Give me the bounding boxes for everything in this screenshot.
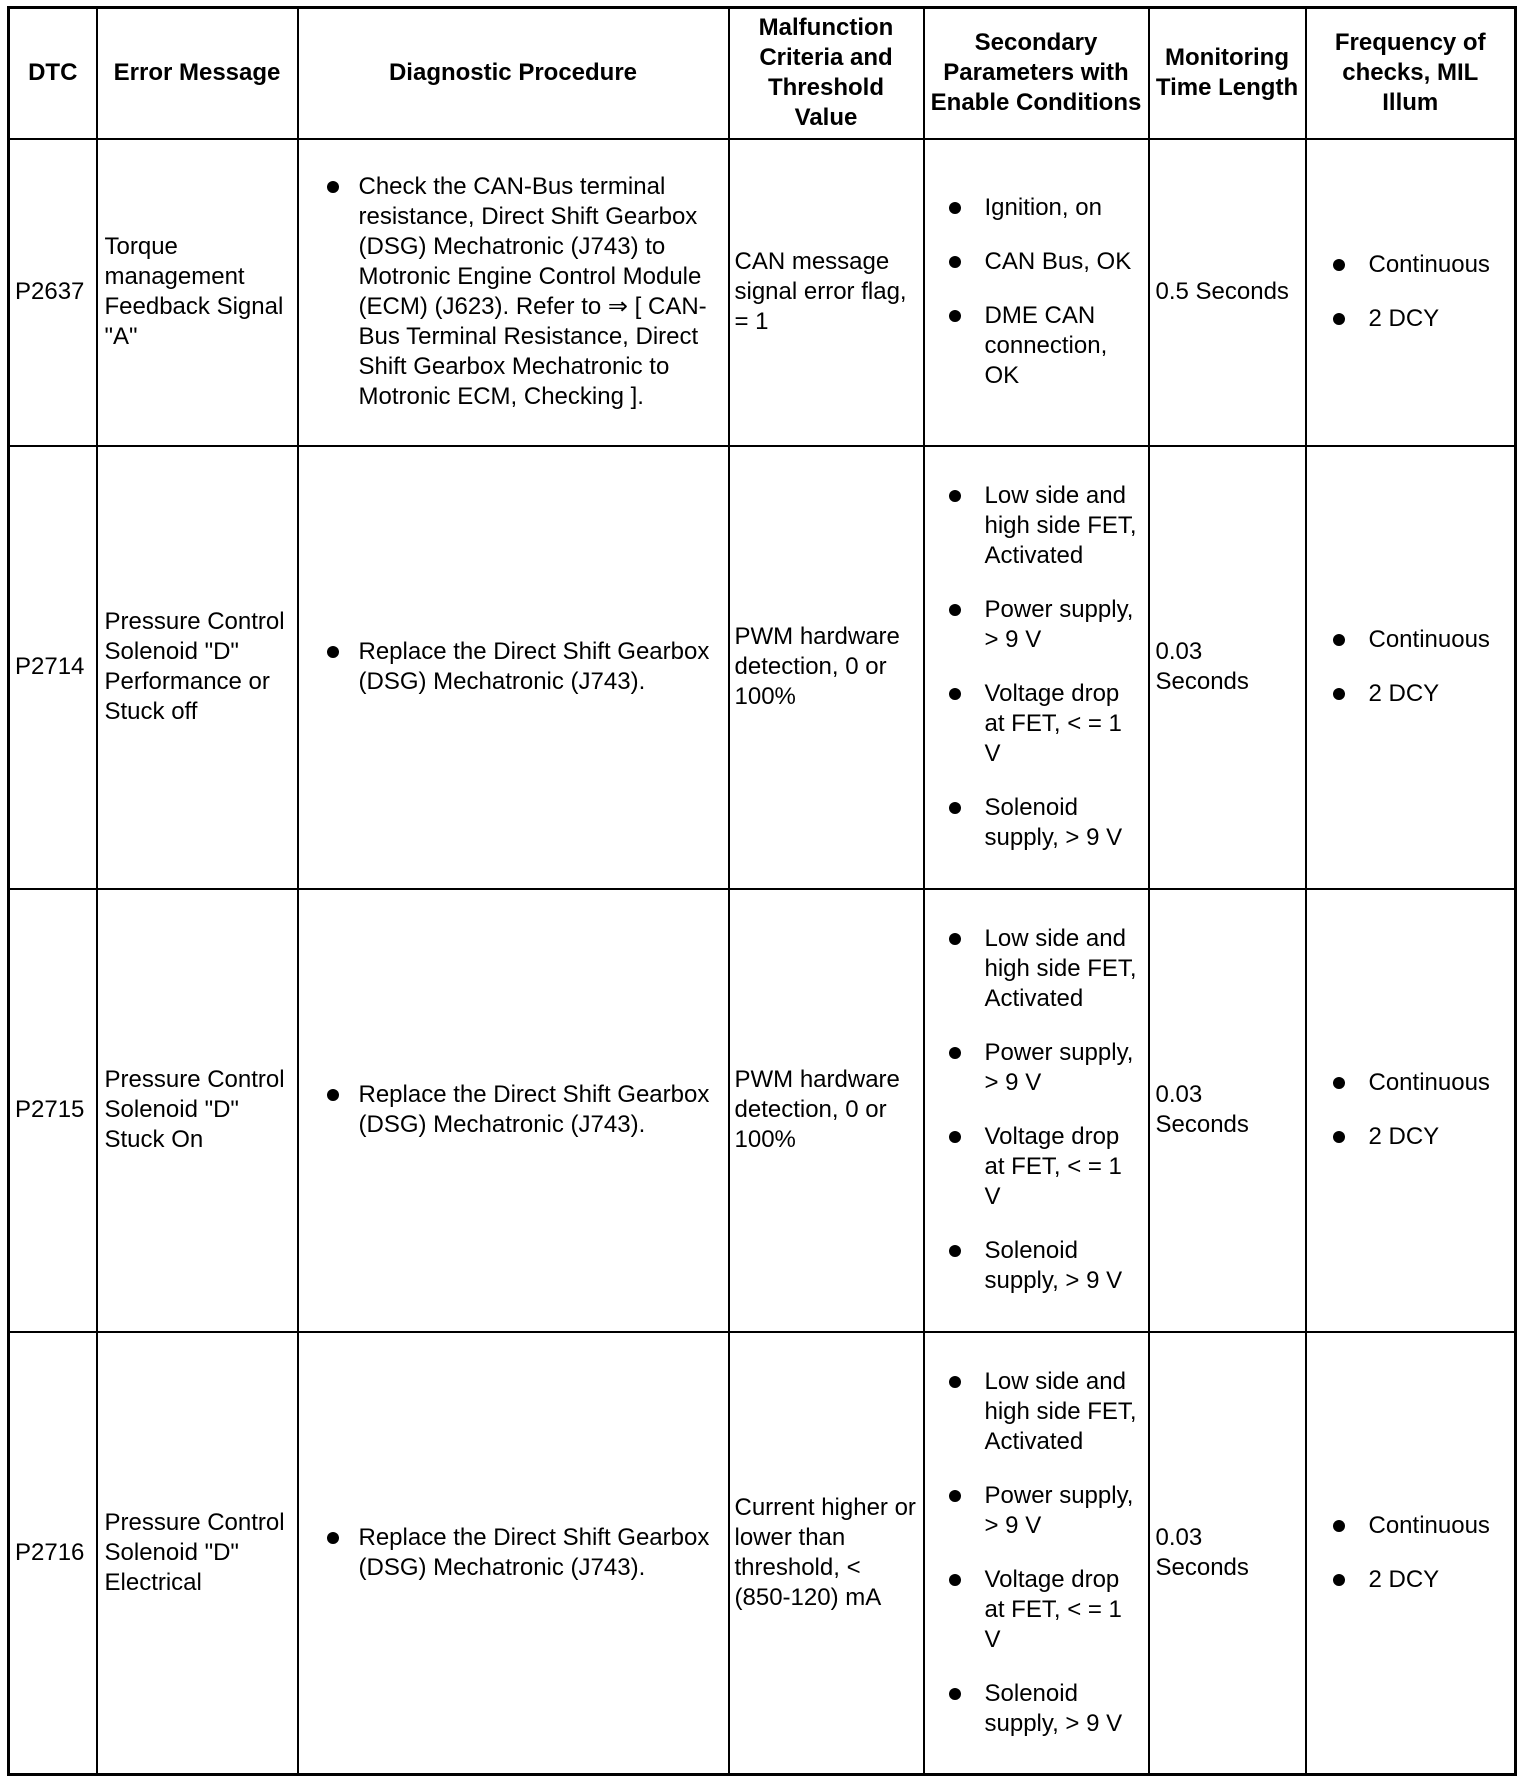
condition-item — [949, 1367, 1142, 1457]
bullet-icon — [327, 1532, 339, 1544]
header-secondary-parameters: Secondary Parameters with Enable Conditions — [924, 8, 1149, 139]
frequency-item — [1333, 250, 1509, 280]
condition-item — [949, 481, 1142, 571]
bullet-icon — [949, 202, 961, 214]
procedure-item — [327, 172, 722, 412]
procedure-item — [327, 1080, 722, 1140]
condition-item — [949, 679, 1142, 769]
header-error-message: Error Message — [97, 8, 298, 139]
procedure-text: Replace the Direct Shift Gearbox (DSG) Mechatronic (J743). — [358, 1081, 710, 1138]
malfunction-criteria: PWM hardware detection, 0 or 100% — [729, 889, 924, 1332]
condition-item — [949, 1236, 1142, 1296]
frequency — [1306, 139, 1516, 446]
frequency-item — [1333, 1122, 1509, 1152]
frequency-text: Continuous — [1368, 1511, 1490, 1539]
diagnostic-procedure — [298, 446, 729, 889]
procedure-item — [327, 1523, 722, 1583]
bullet-icon — [949, 1047, 961, 1059]
bullet-icon — [1333, 1077, 1345, 1089]
condition-item — [949, 193, 1142, 223]
condition-item — [949, 301, 1142, 391]
bullet-icon — [949, 688, 961, 700]
table-row — [9, 446, 1516, 889]
header-diagnostic-procedure: Diagnostic Procedure — [298, 8, 729, 139]
bullet-icon — [949, 933, 961, 945]
bullet-icon — [949, 802, 961, 814]
dtc-table-page — [7, 6, 1514, 1774]
bullet-icon — [949, 604, 961, 616]
bullet-icon — [327, 1089, 339, 1101]
condition-item — [949, 1038, 1142, 1098]
procedure-text: Replace the Direct Shift Gearbox (DSG) Mechatronic (J743). — [358, 1523, 710, 1581]
condition-item — [949, 1481, 1142, 1541]
condition-text: Power supply, > 9 V — [984, 1039, 1134, 1096]
bullet-icon — [949, 310, 961, 322]
condition-text: CAN Bus, OK — [984, 248, 1132, 275]
condition-item — [949, 1122, 1142, 1212]
bullet-icon — [1333, 1520, 1345, 1532]
bullet-icon — [1333, 634, 1345, 646]
table-row — [9, 889, 1516, 1332]
condition-text: Solenoid supply, > 9 V — [984, 1237, 1123, 1294]
header-malfunction-criteria: Malfunction Criteria and Threshold Value — [729, 8, 924, 139]
condition-text: Power supply, > 9 V — [984, 1481, 1134, 1539]
frequency-text: 2 DCY — [1368, 1123, 1440, 1150]
condition-item — [949, 924, 1142, 1014]
frequency-item — [1333, 625, 1509, 655]
condition-item — [949, 1565, 1142, 1655]
frequency-text: 2 DCY — [1368, 305, 1440, 332]
frequency-text: Continuous — [1368, 626, 1490, 653]
bullet-icon — [327, 181, 339, 193]
bullet-icon — [949, 256, 961, 268]
bullet-icon — [949, 1574, 961, 1586]
condition-item — [949, 247, 1142, 277]
frequency-item — [1333, 304, 1509, 334]
dtc-code: P2637 — [9, 139, 97, 446]
bullet-icon — [949, 1490, 961, 1502]
bullet-icon — [949, 1245, 961, 1257]
condition-item — [949, 595, 1142, 655]
frequency-text: Continuous — [1368, 1069, 1490, 1096]
bullet-icon — [949, 1131, 961, 1143]
table-row — [9, 1332, 1516, 1775]
condition-text: Voltage drop at FET, < = 1 V — [984, 1565, 1122, 1653]
error-message: Pressure Control Solenoid "D" Stuck On — [97, 889, 298, 1332]
condition-text: Power supply, > 9 V — [984, 596, 1134, 653]
condition-text: Solenoid supply, > 9 V — [984, 1679, 1123, 1737]
bullet-icon — [949, 1376, 961, 1388]
error-message: Pressure Control Solenoid "D" Electrical — [97, 1332, 298, 1775]
diagnostic-procedure — [298, 1332, 729, 1775]
dtc-table — [7, 6, 1517, 1776]
error-message: Torque management Feedback Signal "A" — [97, 139, 298, 446]
secondary-parameters — [924, 889, 1149, 1332]
condition-text: Ignition, on — [984, 194, 1102, 221]
bullet-icon — [949, 1688, 961, 1700]
header-dtc: DTC — [9, 8, 97, 139]
procedure-item — [327, 637, 722, 697]
frequency-item — [1333, 679, 1509, 709]
frequency-text: Continuous — [1368, 251, 1490, 278]
secondary-parameters — [924, 1332, 1149, 1775]
condition-item — [949, 1679, 1142, 1739]
malfunction-criteria: PWM hardware detection, 0 or 100% — [729, 446, 924, 889]
frequency — [1306, 1332, 1516, 1775]
secondary-parameters — [924, 446, 1149, 889]
monitoring-time: 0.03 Seconds — [1149, 889, 1306, 1332]
frequency-item — [1333, 1511, 1509, 1541]
condition-text: Low side and high side FET, Activated — [984, 925, 1137, 1012]
bullet-icon — [949, 490, 961, 502]
dtc-code: P2716 — [9, 1332, 97, 1775]
header-monitoring-time: Monitoring Time Length — [1149, 8, 1306, 139]
frequency — [1306, 889, 1516, 1332]
diagnostic-procedure — [298, 889, 729, 1332]
dtc-code: P2715 — [9, 889, 97, 1332]
condition-text: Low side and high side FET, Activated — [984, 1367, 1137, 1455]
frequency-text: 2 DCY — [1368, 680, 1440, 707]
condition-text: Low side and high side FET, Activated — [984, 482, 1137, 569]
condition-item — [949, 793, 1142, 853]
malfunction-criteria: CAN message signal error flag, = 1 — [729, 139, 924, 446]
malfunction-criteria: Current higher or lower than threshold, < (850-120) mA — [729, 1332, 924, 1775]
condition-text: Voltage drop at FET, < = 1 V — [984, 680, 1122, 767]
header-frequency: Frequency of checks, MIL Illum — [1306, 8, 1516, 139]
bullet-icon — [1333, 688, 1345, 700]
dtc-code: P2714 — [9, 446, 97, 889]
bullet-icon — [1333, 259, 1345, 271]
error-message: Pressure Control Solenoid "D" Performance or Stuck off — [97, 446, 298, 889]
bullet-icon — [1333, 1574, 1345, 1586]
diagnostic-procedure — [298, 139, 729, 446]
procedure-text: Check the CAN-Bus terminal resistance, Direct Shift Gearbox (DSG) Mechatronic (J743) to Motronic Engine Control Module (ECM) (J623). Refer to ⇒ [ CAN-Bus Terminal Resistance, Direct Shift Gearbox Mechatronic to Motronic ECM, Checking ]. — [358, 173, 707, 410]
bullet-icon — [327, 646, 339, 658]
monitoring-time: 0.03 Seconds — [1149, 1332, 1306, 1775]
frequency-item — [1333, 1068, 1509, 1098]
condition-text: Voltage drop at FET, < = 1 V — [984, 1123, 1122, 1210]
frequency-text: 2 DCY — [1368, 1565, 1440, 1593]
secondary-parameters — [924, 139, 1149, 446]
condition-text: Solenoid supply, > 9 V — [984, 794, 1123, 851]
bullet-icon — [1333, 1131, 1345, 1143]
frequency-item — [1333, 1565, 1509, 1595]
condition-text: DME CAN connection, OK — [984, 302, 1108, 389]
bullet-icon — [1333, 313, 1345, 325]
monitoring-time: 0.03 Seconds — [1149, 446, 1306, 889]
monitoring-time: 0.5 Seconds — [1149, 139, 1306, 446]
table-row — [9, 139, 1516, 446]
procedure-text: Replace the Direct Shift Gearbox (DSG) Mechatronic (J743). — [358, 638, 710, 695]
table-header-row — [9, 8, 1516, 139]
frequency — [1306, 446, 1516, 889]
